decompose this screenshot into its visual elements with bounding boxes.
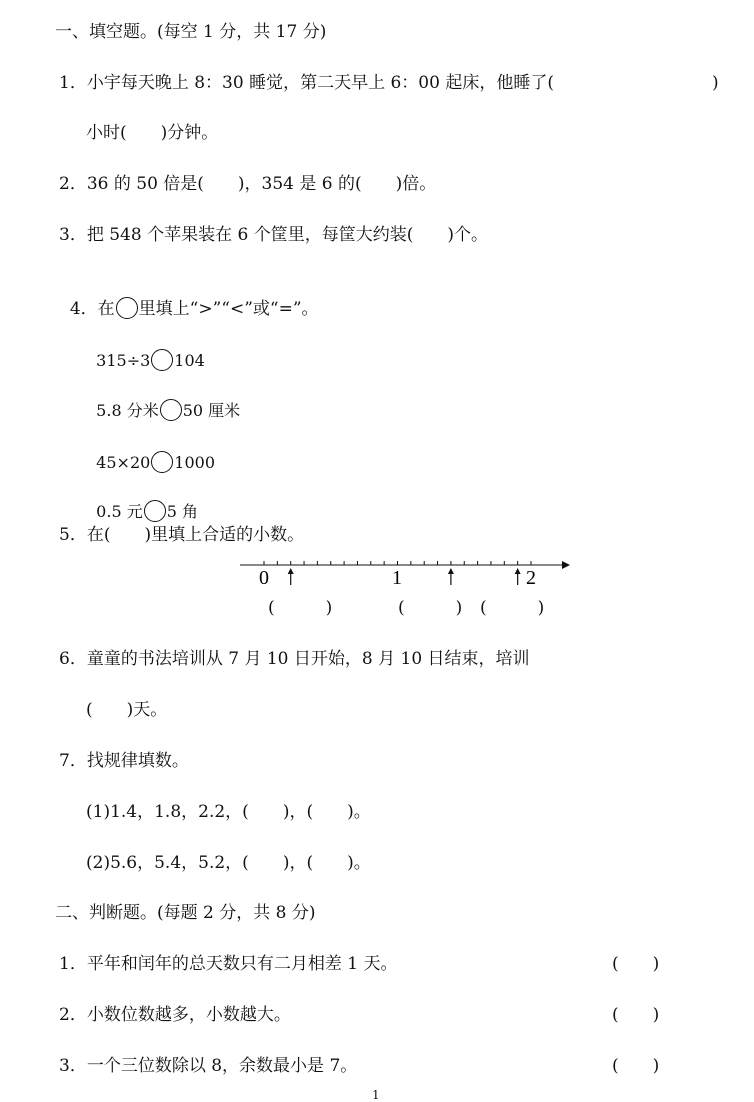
number-line-blank[interactable]: ( ) (480, 598, 545, 618)
question-4 (59, 275, 319, 320)
question-4-prefix: 4．在 (69, 299, 115, 319)
question-4-suffix: 里填上“>”“<”或“=”。 (138, 299, 319, 319)
question-3: 3．把 548 个苹果装在 6 个筐里，每筐大约装( )个。 (59, 225, 488, 245)
question-1-close-paren: ) (712, 73, 719, 93)
compare-row (86, 478, 198, 523)
compare-left: 45×20 (96, 453, 151, 472)
question-6-line2: ( )天。 (86, 700, 168, 720)
number-line-label-2: 2 (526, 567, 536, 586)
compare-circle-icon (116, 297, 138, 319)
question-6-line1: 6．童童的书法培训从 7 月 10 日开始，8 月 10 日结束，培训 (59, 649, 530, 669)
question-1-line2: 小时( )分钟。 (86, 123, 219, 143)
compare-row (86, 327, 205, 372)
judge-question-3: 3．一个三位数除以 8，余数最小是 7。 (59, 1056, 358, 1076)
number-line-blank[interactable]: ( ) (398, 598, 463, 618)
judge-question-2: 2．小数位数越多，小数越大。 (59, 1005, 291, 1025)
question-2: 2．36 的 50 倍是( )，354 是 6 的( )倍。 (59, 174, 437, 194)
judge-question-1: 1．平年和闰年的总天数只有二月相差 1 天。 (59, 954, 398, 974)
question-1-line1: 1．小宇每天晚上 8：30 睡觉，第二天早上 6：00 起床，他睡了( (59, 73, 554, 93)
compare-right: 50 厘米 (182, 401, 241, 420)
compare-circle-icon[interactable] (151, 451, 173, 473)
compare-row (86, 429, 215, 474)
compare-circle-icon[interactable] (144, 500, 166, 522)
number-line-blank[interactable]: ( ) (268, 598, 333, 618)
question-7-sub2: (2)5.6，5.4，5.2，( )，( )。 (86, 853, 371, 873)
question-7-sub1: (1)1.4，1.8，2.2，( )，( )。 (86, 802, 371, 822)
number-line-label-1: 1 (392, 567, 402, 586)
number-line (240, 556, 570, 586)
judge-blank-3[interactable]: ( ) (612, 1056, 660, 1076)
number-line-arrow-icon (288, 568, 294, 585)
compare-right: 5 角 (166, 502, 198, 521)
judge-blank-2[interactable]: ( ) (612, 1005, 660, 1025)
number-line-label-0: 0 (259, 567, 269, 586)
number-line-arrow-icon (515, 568, 521, 585)
compare-right: 1000 (174, 453, 216, 472)
number-line-ticks (240, 561, 570, 585)
section-1-title: 一、填空题。(每空 1 分，共 17 分) (55, 22, 327, 42)
compare-right: 104 (174, 351, 205, 370)
question-5: 5．在( )里填上合适的小数。 (59, 525, 305, 545)
compare-left: 315÷3 (96, 351, 151, 370)
question-7: 7．找规律填数。 (59, 751, 189, 771)
compare-circle-icon[interactable] (151, 349, 173, 371)
judge-blank-1[interactable]: ( ) (612, 954, 660, 974)
page-number: 1 (372, 1088, 380, 1102)
number-line-arrowhead (562, 561, 570, 569)
compare-left: 5.8 分米 (96, 401, 159, 420)
compare-left: 0.5 元 (96, 502, 143, 521)
number-line-arrow-icon (448, 568, 454, 585)
section-2-title: 二、判断题。(每题 2 分，共 8 分) (55, 903, 316, 923)
compare-row (86, 377, 240, 422)
compare-circle-icon[interactable] (160, 399, 182, 421)
